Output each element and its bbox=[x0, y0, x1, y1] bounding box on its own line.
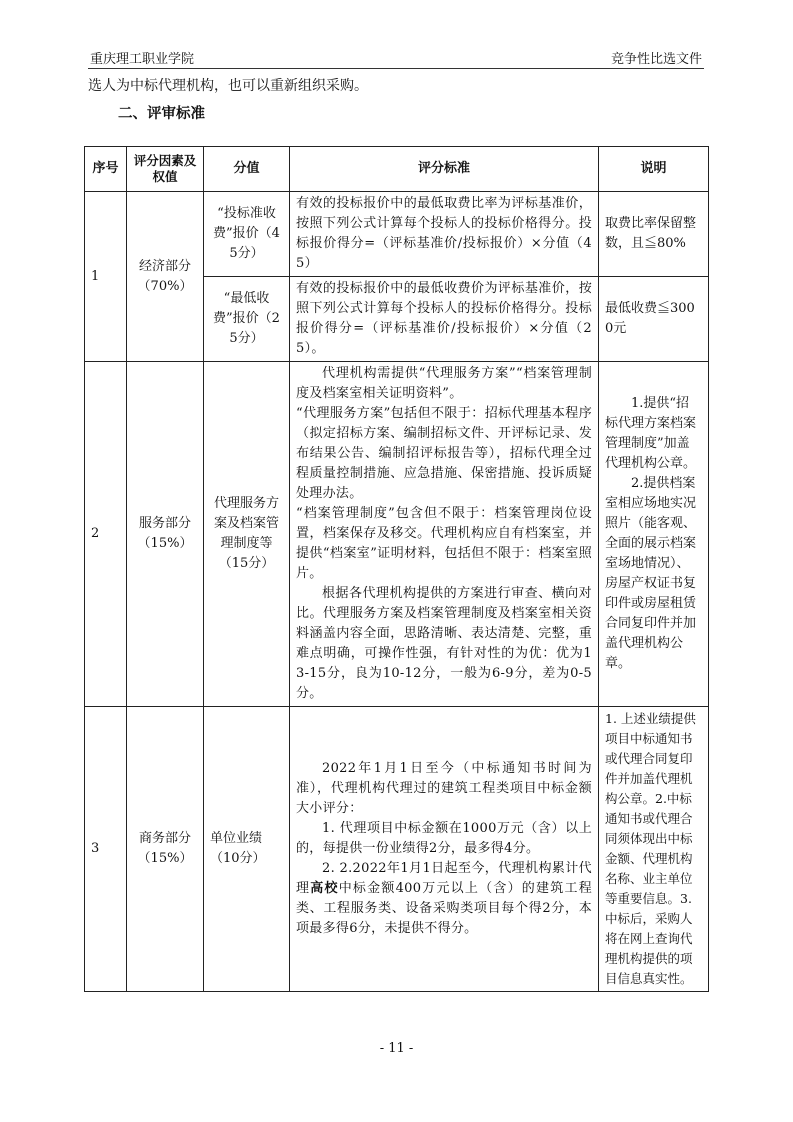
criteria-paragraph bbox=[296, 859, 592, 939]
section-title: 二、评审标准 bbox=[118, 105, 205, 122]
row-note: 最低收费≦3000元 bbox=[599, 277, 709, 362]
row-factor: 经济部分（70%） bbox=[127, 192, 204, 362]
row-criteria: 有效的投标报价中的最低取费比率为评标基准价，按照下列公式计算每个投标人的投标价格得分。投标报价得分=（评标基准价/投标报价）×分值（45） bbox=[290, 192, 599, 277]
criteria-text: 中标金额400万元以上（含）的建筑工程类、工程服务类、设备采购类项目每个得2分，本项最多得6分，未提供不得分。 bbox=[296, 881, 592, 936]
intro-text: 选人为中标代理机构，也可以重新组织采购。 bbox=[88, 78, 368, 94]
criteria-paragraph: 1. 代理项目中标金额在1000万元（含）以上的，每提供一份业绩得2分，最多得4分。 bbox=[296, 821, 592, 856]
criteria-paragraph: 根据各代理机构提供的方案进行审查、横向对比。代理服务方案及档案管理制度及档案室相关资料涵盖内容全面，思路清晰、表达清楚、完整，重难点明确，可操作性强，有针对性的为优：优为13-15分，良为10-12分，一般为6-9分，差为0-5分。 bbox=[296, 586, 592, 701]
criteria-emphasis: 高校 bbox=[310, 881, 339, 896]
row-factor: 商务部分（15%） bbox=[127, 707, 204, 992]
note-paragraph: 2.提供档案室相应场地实况照片（能客观、全面的展示档案室场地情况）、房屋产权证书复印件或房屋租赁合同复印件并加盖代理机构公章。 bbox=[605, 476, 697, 671]
row-criteria bbox=[290, 707, 599, 992]
row-score: “投标准收费”报价（45分） bbox=[204, 192, 290, 277]
criteria-text: 2. 2.2022年1月1日起至今，代理机构累计代理 bbox=[296, 861, 592, 896]
criteria-paragraph: 2022年1月1日至今（中标通知书时间为准），代理机构代理过的建筑工程类项目中标金额大小评分： bbox=[296, 761, 592, 816]
note-paragraph: 1.提供“招标代理方案档案管理制度”加盖代理机构公章。 bbox=[605, 396, 697, 471]
row-score: 代理服务方案及档案管理制度等（15分） bbox=[204, 362, 290, 707]
header-note: 说明 bbox=[599, 147, 709, 192]
criteria-paragraph: 代理机构需提供“代理服务方案”“档案管理制度及档案室相关证明资料”。 bbox=[296, 366, 592, 401]
header-score: 分值 bbox=[204, 147, 290, 192]
row-criteria bbox=[290, 362, 599, 707]
table-row bbox=[85, 192, 709, 277]
row-number: 2 bbox=[85, 362, 127, 707]
table-row bbox=[85, 362, 709, 707]
row-criteria: 有效的投标报价中的最低收费价为评标基准价，按照下列公式计算每个投标人的投标价格得分。投标报价得分=（评标基准价/投标报价）×分值（25）。 bbox=[290, 277, 599, 362]
header-no: 序号 bbox=[85, 147, 127, 192]
row-note: 1. 上述业绩提供项目中标通知书或代理合同复印件并加盖代理机构公章。2.中标通知书或代理合同须体现出中标金额、代理机构名称、业主单位等重要信息。3.中标后，采购人将在网上查询代理机构提供的项目信息真实性。 bbox=[599, 707, 709, 992]
row-score: “最低收费”报价（25分） bbox=[204, 277, 290, 362]
table-row bbox=[85, 707, 709, 992]
row-number: 3 bbox=[85, 707, 127, 992]
row-score: 单位业绩（10分） bbox=[204, 707, 290, 992]
row-factor: 服务部分（15%） bbox=[127, 362, 204, 707]
header-org: 重庆理工职业学院 bbox=[90, 52, 195, 67]
row-number: 1 bbox=[85, 192, 127, 362]
header-criteria: 评分标准 bbox=[290, 147, 599, 192]
scoring-table bbox=[84, 146, 709, 992]
page-number: - 11 - bbox=[379, 1041, 414, 1056]
table-header-row bbox=[85, 147, 709, 192]
header-factor: 评分因素及权值 bbox=[127, 147, 204, 192]
criteria-paragraph: “档案管理制度”包含但不限于：档案管理岗位设置，档案保存及移交。代理机构应自有档案室，并提供“档案室”证明材料，包括但不限于：档案室照片。 bbox=[296, 506, 592, 581]
row-note: 取费比率保留整数，且≦80% bbox=[599, 192, 709, 277]
header-doc-title: 竞争性比选文件 bbox=[610, 52, 702, 67]
criteria-paragraph: “代理服务方案”包括但不限于：招标代理基本程序（拟定招标方案、编制招标文件、开评标记录、发布结果公告、编制招评标报告等），招标代理全过程质量控制措施、应急措施、保密措施、投诉质疑处理办法。 bbox=[296, 406, 592, 501]
row-note bbox=[599, 362, 709, 707]
page-header bbox=[88, 46, 704, 69]
